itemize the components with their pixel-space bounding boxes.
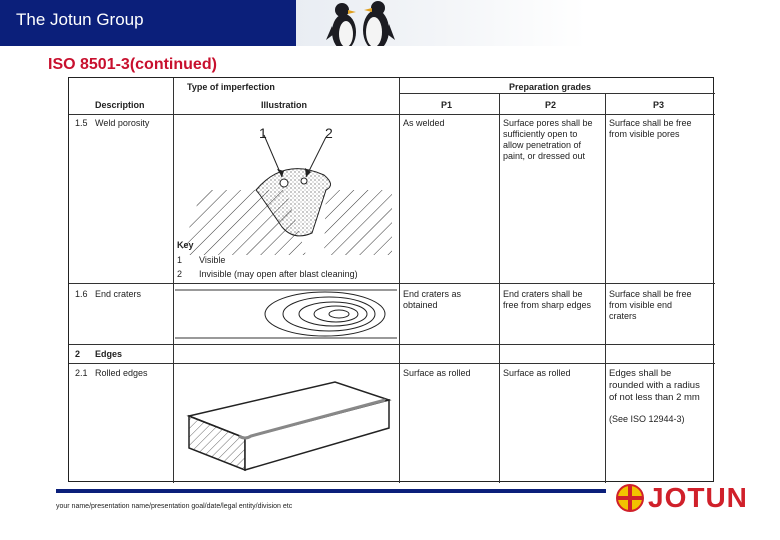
key-title: Key — [177, 240, 194, 250]
brand-title: The Jotun Group — [16, 10, 144, 29]
slide-title: ISO 8501-3(continued) — [48, 56, 217, 73]
text-line: Surface shall be free — [609, 289, 692, 299]
header-p2: P2 — [545, 100, 557, 110]
text-line: End craters as — [403, 289, 462, 299]
row-desc-weld-porosity: Weld porosity — [95, 118, 150, 128]
penguins-illustration — [296, 0, 780, 46]
grid-line — [399, 93, 715, 94]
key-1-num: 1 — [177, 255, 183, 265]
penguin-right — [363, 1, 395, 46]
grid-line — [499, 94, 500, 483]
rolled-edges-p3-ref: (See ISO 12944-3) — [609, 414, 685, 424]
row-desc-end-craters: End craters — [95, 289, 142, 299]
header-preparation-grades: Preparation grades — [509, 82, 592, 92]
weld-porosity-p1: As welded — [403, 118, 445, 128]
text-line: of not less than 2 mm — [609, 392, 700, 403]
illustration-label-1: 1 — [259, 125, 267, 141]
text-line: obtained — [403, 300, 438, 310]
jotun-logo-text: JOTUN — [648, 482, 748, 513]
text-line: from visible pores — [609, 129, 680, 139]
grid-line — [69, 94, 715, 95]
text-line: craters — [609, 311, 637, 321]
text-line: Surface shall be free — [609, 118, 692, 128]
end-craters-p3 — [609, 289, 692, 322]
header-description: Description — [95, 100, 145, 110]
text-line: paint, or dressed out — [503, 151, 586, 161]
row-desc-rolled-edges: Rolled edges — [95, 368, 148, 378]
text-line: from visible end — [609, 300, 673, 310]
footer-text: your name/presentation name/presentation goal/date/legal entity/division etc — [56, 503, 293, 510]
row-num-1-5: 1.5 — [75, 118, 88, 128]
key-2-text: Invisible (may open after blast cleaning) — [199, 269, 358, 279]
row-num-1-6: 1.6 — [75, 289, 88, 299]
text-line: End craters shall be — [503, 289, 583, 299]
grid-line — [399, 78, 400, 483]
jotun-logo — [612, 480, 774, 516]
grid-line — [69, 344, 715, 345]
iso-table — [68, 77, 714, 482]
text-line: rounded with a radius — [609, 380, 700, 391]
grid-line — [69, 363, 715, 364]
rolled-edges-p2: Surface as rolled — [503, 368, 571, 378]
text-line: Surface pores shall be — [503, 118, 593, 128]
brand-header — [0, 0, 296, 46]
text-line: free from sharp edges — [503, 300, 592, 310]
header-p1: P1 — [441, 100, 453, 110]
header-illustration: Illustration — [261, 100, 308, 110]
text-line: Edges shall be — [609, 368, 672, 379]
header-type-of-imperfection: Type of imperfection — [187, 82, 275, 92]
grid-line — [69, 283, 715, 284]
end-craters-p1 — [403, 289, 461, 311]
footer-rule — [56, 489, 606, 493]
rolled-edges-p3 — [609, 368, 700, 404]
header-p3: P3 — [653, 100, 665, 110]
row-num-2: 2 — [75, 349, 81, 359]
key-2-num: 2 — [177, 269, 183, 279]
weld-porosity-p2 — [503, 118, 593, 162]
grid-line — [605, 94, 606, 483]
key-1-text: Visible — [199, 255, 226, 265]
text-line: allow penetration of — [503, 140, 582, 150]
text-line: sufficiently open to — [503, 129, 578, 139]
penguin-left — [326, 3, 356, 46]
rolled-edges-p1: Surface as rolled — [403, 368, 471, 378]
end-craters-illustration — [175, 286, 397, 342]
illustration-label-2: 2 — [325, 125, 333, 141]
rolled-edges-illustration — [175, 366, 397, 482]
penguins-image — [296, 0, 780, 46]
weld-porosity-p3 — [609, 118, 692, 140]
row-desc-edges: Edges — [95, 349, 123, 359]
row-num-2-1: 2.1 — [75, 368, 88, 378]
end-craters-p2 — [503, 289, 591, 311]
